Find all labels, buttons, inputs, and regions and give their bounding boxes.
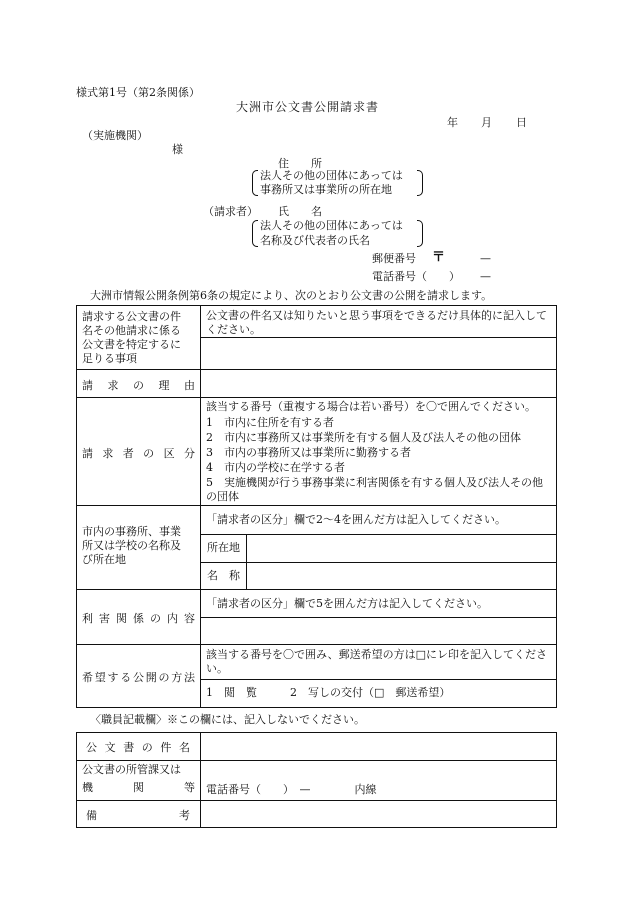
label-char: 容 xyxy=(184,612,195,625)
staff-row-sep xyxy=(76,800,557,801)
row-sep xyxy=(76,397,557,398)
label-char: 求 xyxy=(102,447,114,460)
staff-row-sep xyxy=(76,760,557,761)
table-border-left xyxy=(76,305,77,708)
category-item[interactable]: 2 市内に事務所又は事業所を有する個人及び法人その他の団体 xyxy=(206,431,521,444)
date-day: 日 xyxy=(516,116,527,129)
interest-label xyxy=(82,610,195,626)
label-char: 関 xyxy=(133,781,144,794)
office-name-label: 名 称 xyxy=(207,569,240,582)
interest-note: 「請求者の区分」欄で5を囲んだ方は記入してください。 xyxy=(206,597,488,610)
label-char: の xyxy=(143,447,155,460)
staff-phone-ext: 電話番号（ ） — 内線 xyxy=(206,783,377,796)
row-sep xyxy=(76,644,557,645)
label-char: 機 xyxy=(82,781,93,794)
label-char: の xyxy=(158,671,170,684)
office-note: 「請求者の区分」欄で2～4を囲んだ方は記入してください。 xyxy=(206,513,506,526)
label-char: 求 xyxy=(107,379,119,392)
label-char: 関 xyxy=(116,612,127,625)
staff-dept-label-2 xyxy=(82,779,195,795)
name-bracket-left xyxy=(252,220,258,247)
label-char: 文 xyxy=(104,741,116,754)
staff-doc-name-label xyxy=(86,739,190,755)
label-char: 請 xyxy=(82,447,93,460)
label-char: 公 xyxy=(86,741,97,754)
category-note: 該当する番号（重複する場合は若い番号）を〇で囲んでください。 xyxy=(206,400,536,413)
row-sep xyxy=(76,589,557,590)
staff-remarks-label xyxy=(86,807,190,823)
label-char: 分 xyxy=(183,447,195,460)
form-number: 様式第1号（第2条関係） xyxy=(76,86,200,99)
name-bracket-right xyxy=(417,220,423,247)
table-border-top xyxy=(76,305,557,306)
label-char: 希 xyxy=(82,671,93,684)
label-char: 開 xyxy=(145,671,157,684)
label-char: 公 xyxy=(133,671,144,684)
honorific-sama: 様 xyxy=(172,143,183,156)
staff-header: 〈職員記載欄〉※この欄には、記入しないでください。 xyxy=(90,713,365,726)
category-item[interactable]: 3 市内の事務所又は事業所に勤務する者 xyxy=(206,446,411,459)
staff-border-right xyxy=(556,732,557,828)
postal-dash: — xyxy=(480,252,491,265)
label-char: 理 xyxy=(158,379,170,392)
staff-divider-col xyxy=(200,732,201,828)
staff-border-top xyxy=(76,732,557,733)
staff-border-left xyxy=(76,732,77,828)
office-name-input[interactable] xyxy=(247,563,556,589)
label-char: 書 xyxy=(123,741,135,754)
method-label xyxy=(82,669,195,685)
address-note-2: 事務所又は事業所の所在地 xyxy=(260,183,392,196)
doc-note: 公文書の件名又は知りたいと思う事項をできるだけ具体的に記入してください。 xyxy=(206,309,547,336)
label-char: 件 xyxy=(160,741,172,754)
label-char: 由 xyxy=(184,379,195,392)
address-note-1: 法人その他の団体にあっては xyxy=(260,169,403,182)
label-char: 害 xyxy=(99,612,110,625)
label-char: 備 xyxy=(86,809,97,822)
label-char: す xyxy=(107,671,119,684)
table-border-bottom xyxy=(76,707,557,708)
office-label: 市内の事務所、事業 所又は学校の名称及 び所在地 xyxy=(82,525,181,566)
inner-sep xyxy=(200,679,557,680)
label-char: 利 xyxy=(82,612,93,625)
method-note: 該当する番号を〇で囲み、郵送希望の方は□にレ印を記入してください。 xyxy=(206,648,548,675)
name-note-2: 名称及び代表者の氏名 xyxy=(260,234,370,247)
date-month: 月 xyxy=(481,116,492,129)
requester-label: （請求者） xyxy=(203,205,258,218)
table-border-right xyxy=(556,305,557,708)
page-title: 大洲市公文書公開請求書 xyxy=(236,100,380,114)
reason-input[interactable] xyxy=(201,370,556,397)
label-char: る xyxy=(120,671,132,684)
label-char: 考 xyxy=(179,809,190,822)
label-char: 法 xyxy=(184,671,195,684)
interest-input[interactable] xyxy=(201,618,556,644)
phone-label: 電話番号（ ） xyxy=(372,270,460,283)
category-item[interactable]: 5 実施機関が行う事務事業に利害関係を有する個人及び法人その他の団体 xyxy=(206,476,543,503)
label-char: 請 xyxy=(82,379,93,392)
label-char: 内 xyxy=(167,612,178,625)
category-item[interactable]: 4 市内の学校に在学する者 xyxy=(206,461,345,474)
label-char: 名 xyxy=(178,741,190,754)
staff-dept-label-1: 公文書の所管課又は xyxy=(82,763,181,776)
label-char: の xyxy=(150,612,161,625)
name-label: 氏 名 xyxy=(278,205,322,218)
label-char: の xyxy=(133,379,144,392)
label-char: 望 xyxy=(94,671,106,684)
phone-dash: — xyxy=(480,270,491,283)
label-char: 区 xyxy=(163,447,175,460)
label-char: の xyxy=(141,741,153,754)
label-char: 方 xyxy=(171,671,183,684)
category-item[interactable]: 1 市内に住所を有する者 xyxy=(206,416,334,429)
label-char: 者 xyxy=(122,447,134,460)
category-label xyxy=(82,445,195,461)
postal-mark: 〒 xyxy=(432,250,446,265)
office-location-label: 所在地 xyxy=(207,541,240,554)
address-bracket-left xyxy=(252,170,258,196)
date-year: 年 xyxy=(447,116,458,129)
agency-label: （実施機関） xyxy=(82,129,148,142)
label-char: 係 xyxy=(133,612,144,625)
label-char: 等 xyxy=(184,781,195,794)
reason-label xyxy=(82,377,195,393)
doc-label: 請求する公文書の件 名その他請求に係る 公文書を特定するに 足りる事項 xyxy=(82,310,181,365)
intro-text: 大洲市情報公開条例第6条の規定により、次のとおり公文書の公開を請求します。 xyxy=(90,289,493,302)
staff-border-bottom xyxy=(76,827,557,828)
office-location-input[interactable] xyxy=(247,535,556,562)
method-options[interactable]: 1 閲 覧 2 写しの交付（□ 郵送希望） xyxy=(206,686,451,699)
address-bracket-right xyxy=(417,170,423,196)
row-sep xyxy=(76,505,557,506)
address-label: 住 所 xyxy=(278,157,322,170)
postal-label: 郵便番号 xyxy=(372,252,416,265)
doc-input-area[interactable] xyxy=(201,338,556,369)
name-note-1: 法人その他の団体にあっては xyxy=(260,219,403,232)
